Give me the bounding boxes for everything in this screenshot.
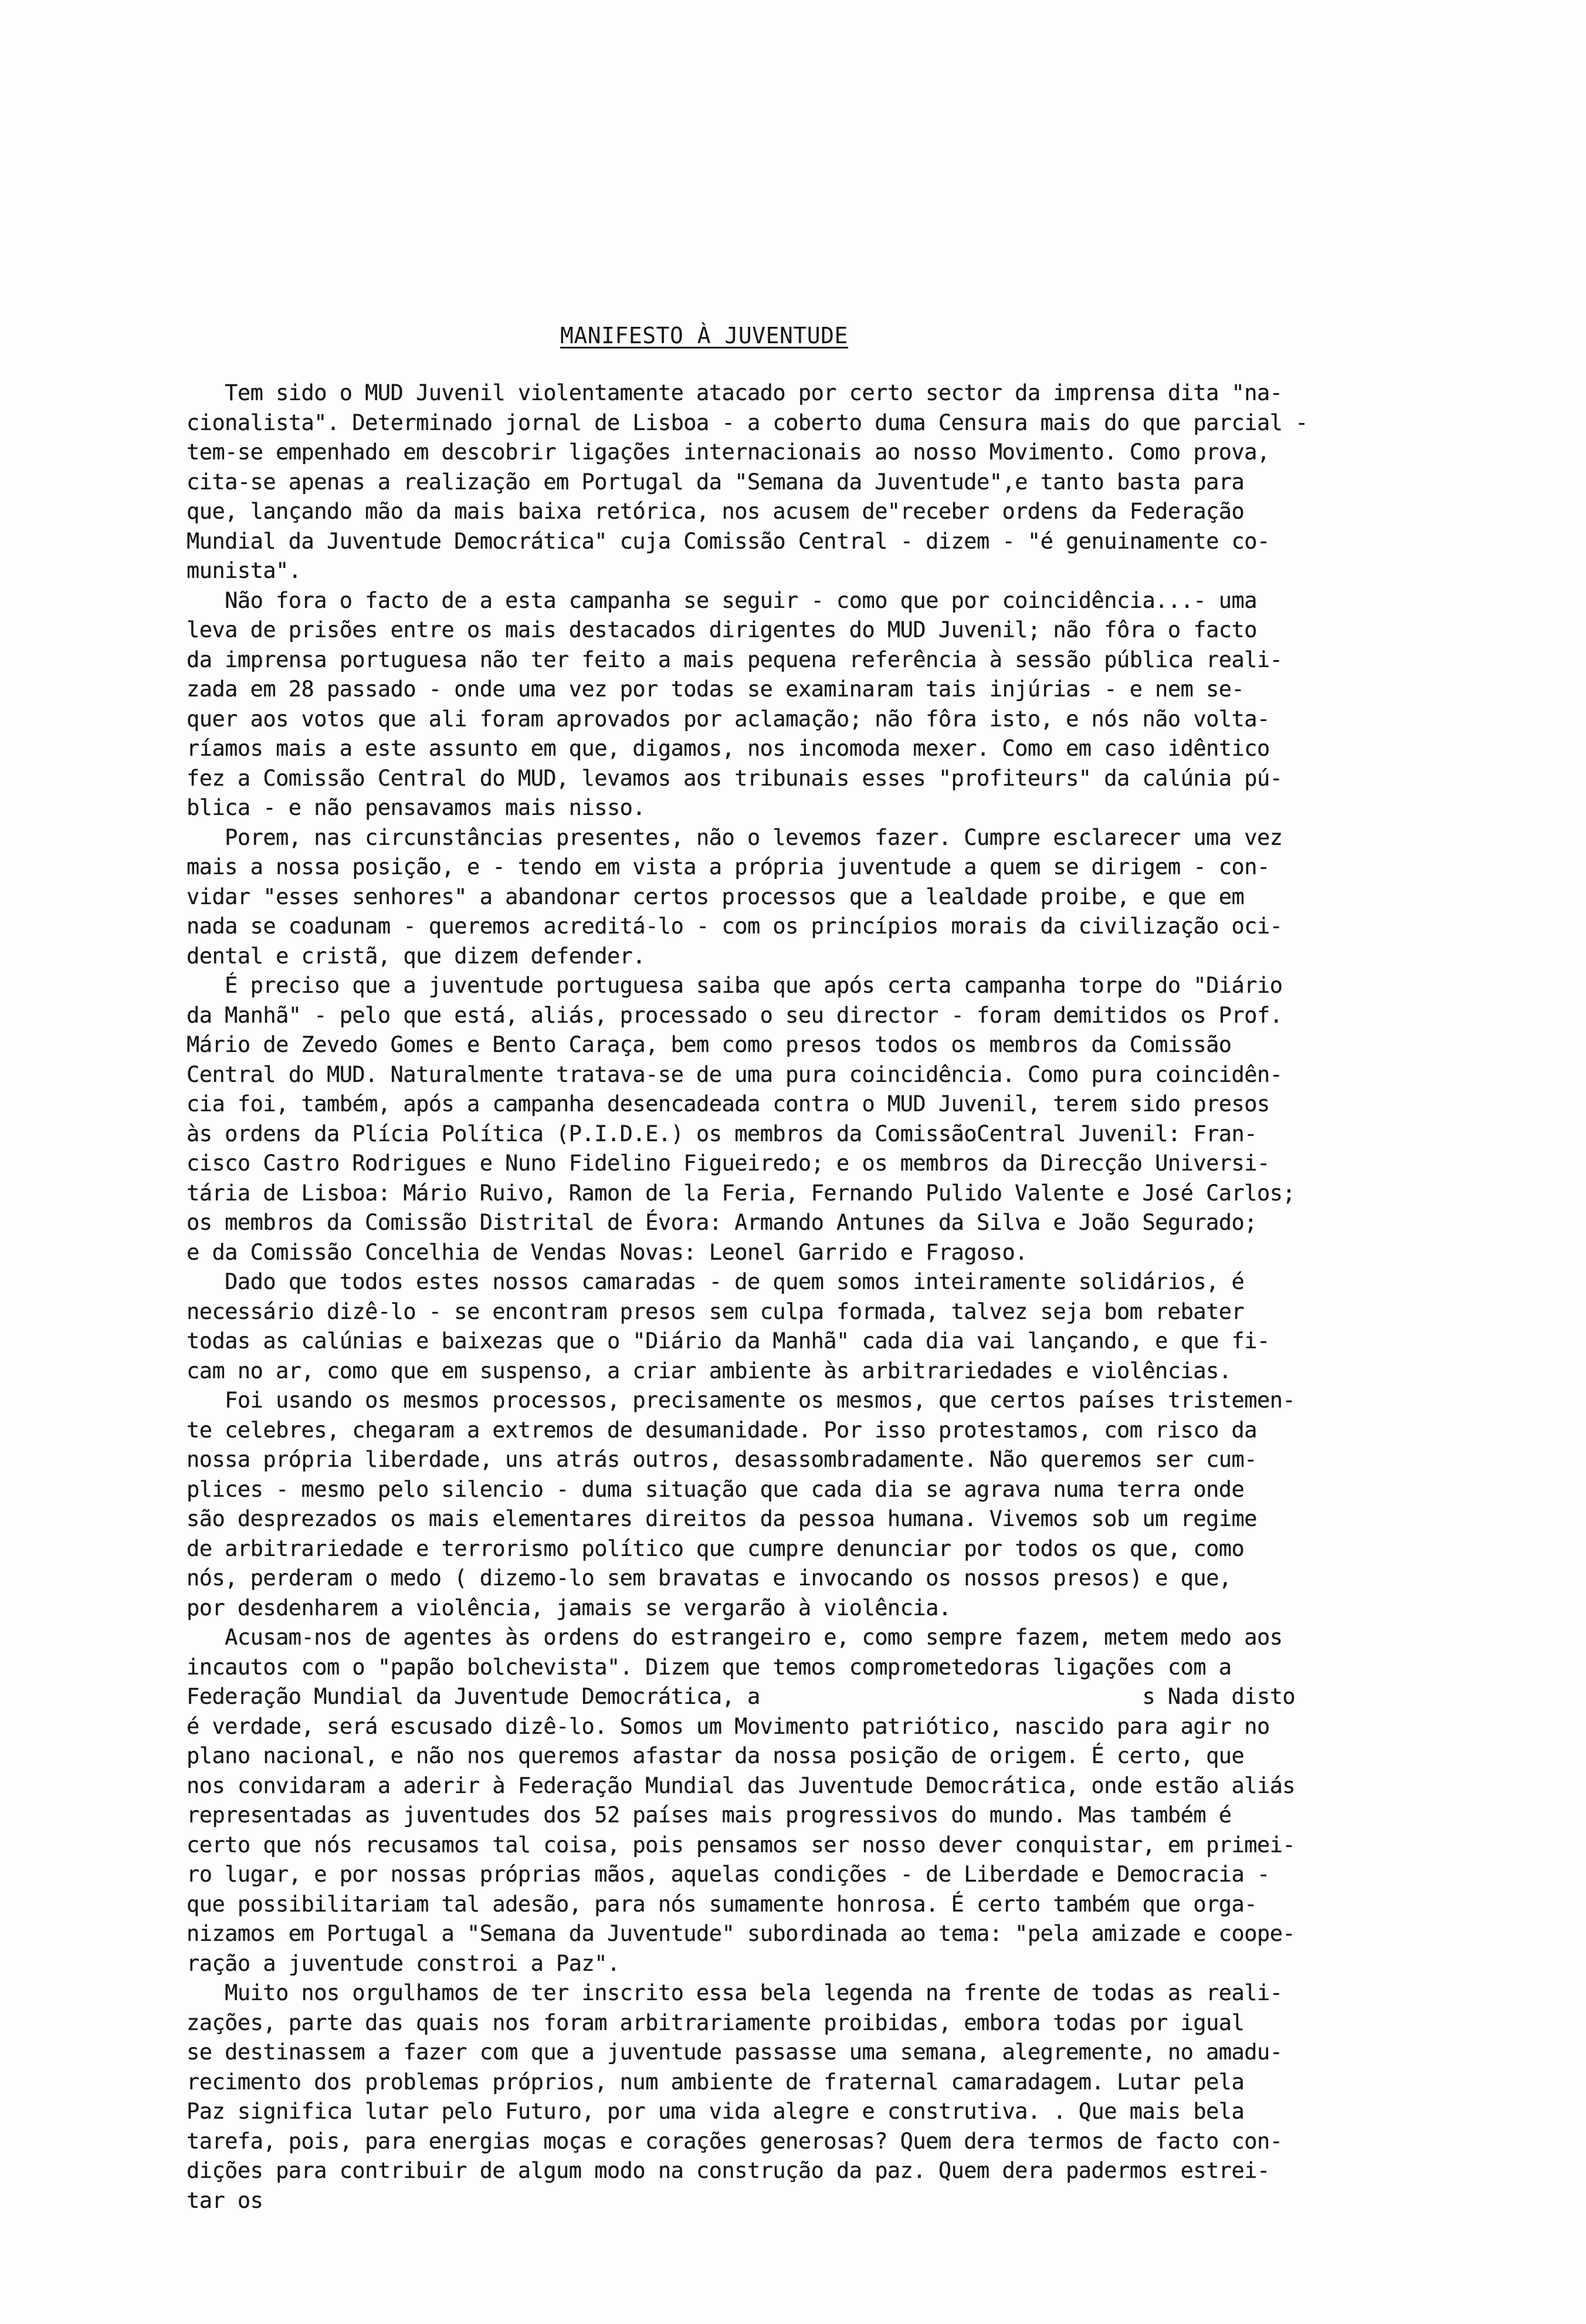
text-line: recimento dos problemas próprios, num ambiente de fraternal camaradagem. Lutar pela	[187, 2069, 1245, 2095]
text-line: plano nacional, e não nos queremos afastar da nossa posição de origem. É certo, que	[187, 1743, 1245, 1768]
text-line: os membros da Comissão Distrital de Évora: Armando Antunes da Silva e João Segurado;	[187, 1210, 1257, 1235]
text-line: Mundial da Juventude Democrática" cuja Comissão Central - dizem - "é genuinamente co-	[187, 528, 1270, 554]
text-line: fez a Comissão Central do MUD, levamos aos tribunais esses "profiteurs" da calúnia pú-	[187, 765, 1283, 791]
text-line: Acusam-nos de agentes às ordens do estrangeiro e, como sempre fazem, metem medo aos	[187, 1625, 1283, 1650]
text-line: é verdade, será escusado dizê-lo. Somos um Movimento patriótico, nascido para agir no	[187, 1713, 1270, 1739]
text-line: Foi usando os mesmos processos, precisamente os mesmos, que certos países tristemen-	[187, 1388, 1296, 1413]
text-line: Paz significa lutar pelo Futuro, por uma vida alegre e construtiva. . Que mais bela	[187, 2099, 1245, 2124]
text-line: cionalista". Determinado jornal de Lisboa - a coberto duma Censura mais do que parcial -	[187, 410, 1308, 435]
text-line: certo que nós recusamos tal coisa, pois pensamos ser nosso dever conquistar, em primei-	[187, 1832, 1296, 1858]
text-line: cita-se apenas a realização em Portugal da "Semana da Juventude",e tanto basta para	[187, 469, 1245, 495]
text-line: cisco Castro Rodrigues e Nuno Fidelino Figueiredo; e os membros da Direcção Universi-	[187, 1151, 1270, 1176]
text-line: ração a juventude constroi a Paz".	[187, 1950, 620, 1976]
text-line: quer aos votos que ali foram aprovados por aclamação; não fôra isto, e nós não volta-	[187, 706, 1270, 732]
text-line: tem-se empenhado em descobrir ligações internacionais ao nosso Movimento. Como prova,	[187, 439, 1270, 465]
text-line: Porem, nas circunstâncias presentes, não o levemos fazer. Cumpre esclarecer uma vez	[187, 824, 1283, 850]
text-line: vidar "esses senhores" a abandonar certos processos que a lealdade proibe, e que em	[187, 884, 1245, 909]
document-body	[187, 378, 1418, 2215]
text-line: Não fora o facto de a esta campanha se seguir - como que por coincidência...- uma	[187, 587, 1257, 613]
text-line: representadas as juventudes dos 52 países mais progressivos do mundo. Mas também é	[187, 1802, 1232, 1828]
text-line: zada em 28 passado - onde uma vez por todas se examinaram tais injúrias - e nem se-	[187, 676, 1245, 702]
text-line: nos convidaram a aderir à Federação Mundial das Juventude Democrática, onde estão aliás	[187, 1772, 1296, 1798]
text-line: tarefa, pois, para energias moças e corações generosas? Quem dera termos de facto con-	[187, 2128, 1283, 2154]
text-line: Central do MUD. Naturalmente tratava-se de uma pura coincidência. Como pura coincidên-	[187, 1061, 1283, 1087]
text-line: necessário dizê-lo - se encontram presos sem culpa formada, talvez seja bom rebater	[187, 1298, 1245, 1324]
text-line: Tem sido o MUD Juvenil violentamente atacado por certo sector da imprensa dita "na-	[187, 380, 1283, 405]
text-line: Mário de Zevedo Gomes e Bento Caraça, bem como presos todos os membros da Comissão	[187, 1032, 1232, 1057]
document-title: MANIFESTO À JUVENTUDE	[560, 323, 848, 349]
text-line: leva de prisões entre os mais destacados dirigentes do MUD Juvenil; não fôra o facto	[187, 617, 1257, 642]
text-line: É preciso que a juventude portuguesa saiba que após certa campanha torpe do "Diário	[187, 973, 1283, 998]
text-line: às ordens da Plícia Política (P.I.D.E.) os membros da ComissãoCentral Juvenil: Fran-	[187, 1121, 1257, 1146]
text-line: tar os	[187, 2187, 263, 2213]
text-line: te celebres, chegaram a extremos de desumanidade. Por isso protestamos, com risco da	[187, 1417, 1257, 1443]
text-line: dições para contribuir de algum modo na construção da paz. Quem dera padermos estrei-	[187, 2158, 1270, 2183]
text-line: mais a nossa posição, e - tendo em vista a própria juventude a quem se dirigem - con-	[187, 854, 1270, 879]
text-line: incautos com o "papão bolchevista". Dizem que temos comprometedoras ligações com a	[187, 1654, 1232, 1680]
text-line: ro lugar, e por nossas próprias mãos, aquelas condições - de Liberdade e Democracia -	[187, 1862, 1270, 1887]
text-line: nossa própria liberdade, uns atrás outros, desassombradamente. Não queremos ser cum-	[187, 1447, 1257, 1472]
text-line: por desdenharem a violência, jamais se vergarão à violência.	[187, 1595, 951, 1621]
text-line: cia foi, também, após a campanha desencadeada contra o MUD Juvenil, terem sido presos	[187, 1091, 1270, 1117]
text-line: cam no ar, como que em suspenso, a criar ambiente às arbitrariedades e violências.	[187, 1358, 1232, 1383]
text-line: munista".	[187, 558, 301, 583]
text-line: Muito nos orgulhamos de ter inscrito essa bela legenda na frente de todas as reali-	[187, 1980, 1283, 2005]
text-line: blica - e não pensavamos mais nisso.	[187, 795, 646, 820]
text-line: de arbitrariedade e terrorismo político que cumpre denunciar por todos os que, como	[187, 1535, 1245, 1561]
text-line: que, lançando mão da mais baixa retórica, nos acusem de"receber ordens da Federação	[187, 499, 1245, 524]
text-line: Dado que todos estes nossos camaradas - de quem somos inteiramente solidários, é	[187, 1269, 1245, 1294]
text-line: zações, parte das quais nos foram arbitrariamente proibidas, embora todas por igual	[187, 2010, 1245, 2035]
text-line: Federação Mundial da Juventude Democrática, a s Nada disto	[187, 1684, 1296, 1709]
text-line: ríamos mais a este assunto em que, digamos, nos incomoda mexer. Como em caso idêntico	[187, 736, 1270, 761]
text-line: se destinassem a fazer com que a juventude passasse uma semana, alegremente, no amadu-	[187, 2039, 1283, 2065]
text-line: que possibilitariam tal adesão, para nós sumamente honrosa. É certo também que orga-	[187, 1891, 1257, 1917]
text-line: todas as calúnias e baixezas que o "Diário da Manhã" cada dia vai lançando, e que fi-	[187, 1328, 1270, 1354]
text-line: dental e cristã, que dizem defender.	[187, 943, 646, 969]
text-line: nada se coadunam - queremos acreditá-lo - com os princípios morais da civilização oci-	[187, 914, 1283, 939]
text-line: tária de Lisboa: Mário Ruivo, Ramon de la Feria, Fernando Pulido Valente e José Carlos;	[187, 1180, 1296, 1206]
text-line: são desprezados os mais elementares direitos da pessoa humana. Vivemos sob um regime	[187, 1506, 1257, 1531]
text-line: e da Comissão Concelhia de Vendas Novas: Leonel Garrido e Fragoso.	[187, 1239, 1028, 1265]
text-line: plices - mesmo pelo silencio - duma situação que cada dia se agrava numa terra onde	[187, 1476, 1245, 1502]
text-line: nós, perderam o medo ( dizemo-lo sem bravatas e invocando os nossos presos) e que,	[187, 1565, 1232, 1591]
text-line: da imprensa portuguesa não ter feito a mais pequena referência à sessão pública reali-	[187, 647, 1283, 672]
text-line: nizamos em Portugal a "Semana da Juventude" subordinada ao tema: "pela amizade e coope-	[187, 1921, 1296, 1946]
text-line: da Manhã" - pelo que está, aliás, processado o seu director - foram demitidos os Prof.	[187, 1002, 1283, 1028]
